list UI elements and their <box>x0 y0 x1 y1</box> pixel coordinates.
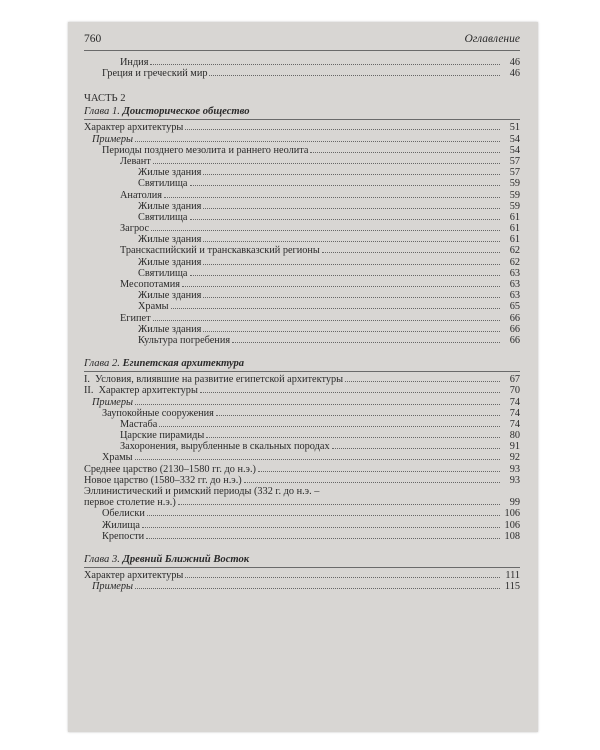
toc-entry: Жилые здания 66 <box>138 323 520 335</box>
running-header <box>84 32 520 51</box>
toc-entry: Характер архитектуры 51 <box>84 122 520 134</box>
toc-entry: Примеры 115 <box>92 581 520 593</box>
toc-entry: Жилые здания 62 <box>138 256 520 268</box>
toc-entry: Жилые здания 63 <box>138 290 520 302</box>
toc-entry: Периоды позднего мезолита и раннего неолита 54 <box>102 144 520 156</box>
toc-entry: Новое царство (1580–332 гг. до н.э.) 93 <box>84 474 520 486</box>
toc-entry: Захоронения, вырубленные в скальных породах 91 <box>120 441 520 453</box>
section-title: Оглавление <box>464 33 520 45</box>
toc-entry: Жилые здания 59 <box>138 200 520 212</box>
part-heading: ЧАСТЬ 2 <box>84 93 126 105</box>
toc-entry: Храмы 65 <box>138 301 520 313</box>
toc-entry: Обелиски 106 <box>102 508 520 520</box>
chapter-heading: Глава 1. Доисторическое общество <box>84 105 520 120</box>
toc-entry: Жилые здания 61 <box>138 234 520 246</box>
toc-entry: Святилища 59 <box>138 178 520 190</box>
page-number: 760 <box>84 33 102 45</box>
toc-entry: II. Характер архитектуры 70 <box>84 385 520 397</box>
toc-entry: Царские пирамиды 80 <box>120 430 520 442</box>
toc-entry: Анатолия 59 <box>120 189 520 201</box>
toc-entry: Примеры 74 <box>92 396 520 408</box>
toc-entry: Месопотамия 63 <box>120 279 520 290</box>
toc-entry: Примеры 54 <box>92 133 520 145</box>
toc-entry: Святилища 61 <box>138 211 520 223</box>
toc-entry: Культура погребения 66 <box>138 334 520 346</box>
toc-entry: Индия 46 <box>120 57 520 68</box>
toc-entry: Святилища 63 <box>138 267 520 279</box>
book-page <box>68 22 538 732</box>
toc-entry: Транскаспийский и транскавказский регионы 62 <box>120 245 520 257</box>
toc-entry: Мастаба 74 <box>120 418 520 430</box>
toc-entry: первое столетие н.э.) 99 <box>84 497 520 509</box>
toc-entry: Характер архитектуры 111 <box>84 569 520 581</box>
toc-entry: Среднее царство (2130–1580 гг. до н.э.) 93 <box>84 463 520 475</box>
toc-content <box>84 32 520 592</box>
toc-entry: I. Условия, влиявшие на развитие египетской архитектуры 67 <box>84 374 520 386</box>
toc-entry: Левант 57 <box>120 155 520 167</box>
toc-entry: Египет 66 <box>120 312 520 324</box>
toc-entry: Заупокойные сооружения 74 <box>102 407 520 419</box>
chapter-heading: Глава 2. Египетская архитектура <box>84 357 520 372</box>
toc-entry: Греция и греческий мир 46 <box>102 68 520 80</box>
toc-entry: Крепости 108 <box>102 530 520 542</box>
chapter-heading: Глава 3. Древний Ближний Восток <box>84 553 520 568</box>
toc-entry: Храмы 92 <box>102 452 520 464</box>
toc-entry: Жилища 106 <box>102 519 520 531</box>
toc-entry: Загрос 61 <box>120 223 520 235</box>
toc-entry: Эллинистический и римский периоды (332 г. до н.э. – <box>84 486 320 497</box>
toc-entry: Жилые здания 57 <box>138 167 520 179</box>
